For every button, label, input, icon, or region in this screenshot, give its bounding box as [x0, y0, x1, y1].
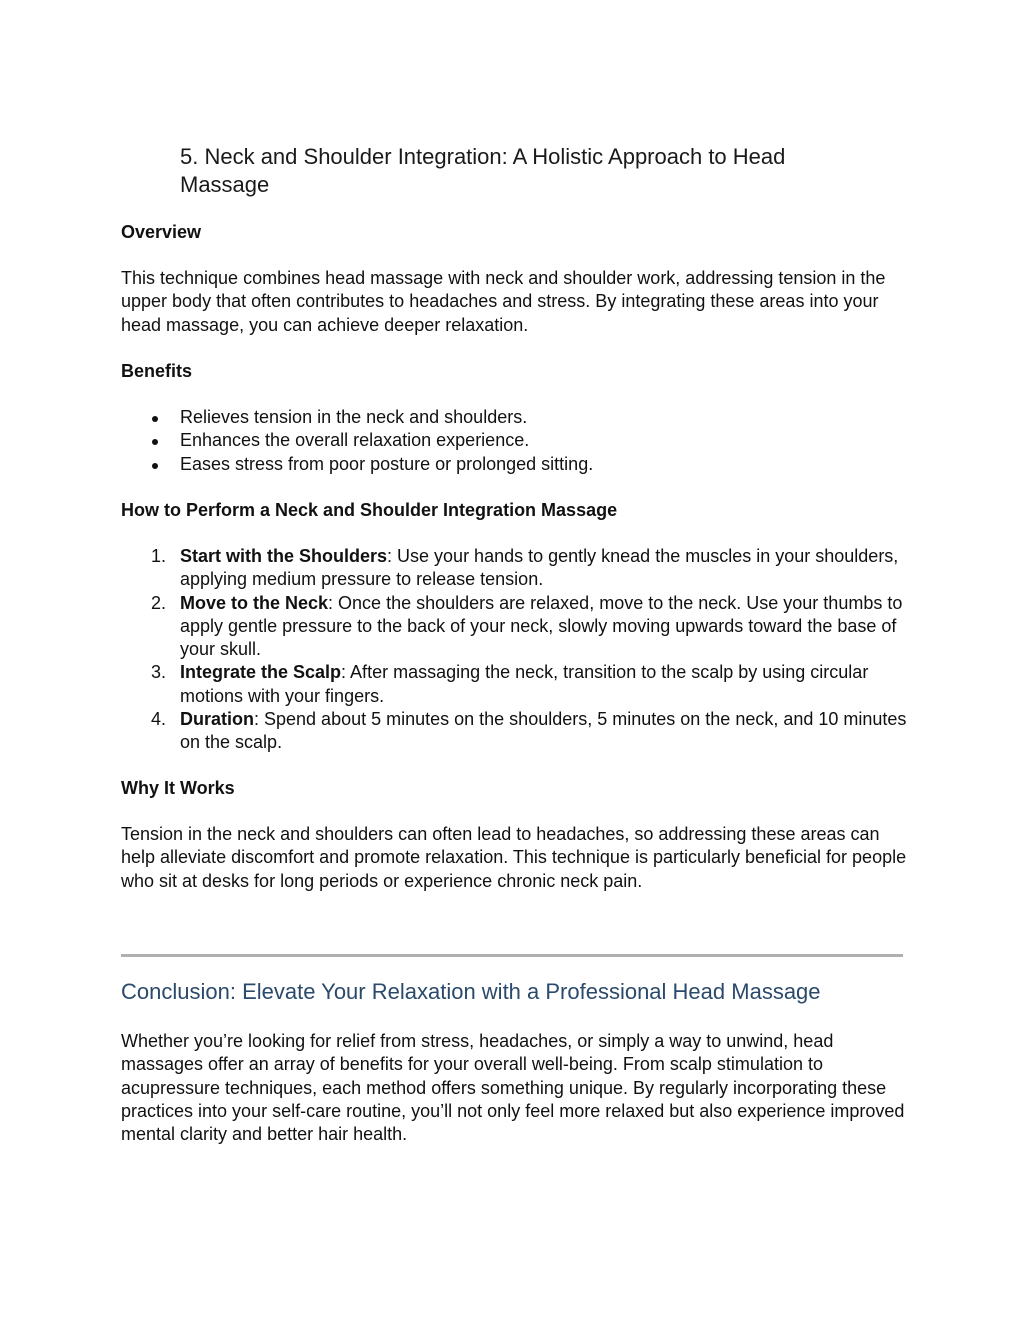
benefits-heading: Benefits [121, 361, 193, 381]
why-heading: Why It Works [121, 778, 235, 798]
step-text: : Use your hands to gently knead the muscles in your shoulders, applying medium pressure to release tension. [180, 546, 899, 590]
step-text: : Spend about 5 minutes on the shoulders, 5 minutes on the neck, and 10 minutes on the scalp. [180, 709, 907, 753]
bullet-icon [152, 416, 158, 422]
conclusion-title: Conclusion: Elevate Your Relaxation with a Professional Head Massage [121, 979, 821, 1004]
step-item [121, 545, 911, 592]
step-text: : Once the shoulders are relaxed, move to the neck. Use your thumbs to apply gentle pressure to the back of your neck, slowly moving upwards toward the base of your skull. [180, 592, 903, 660]
list-item [121, 406, 901, 429]
overview-heading: Overview [121, 222, 202, 242]
why-paragraph: Tension in the neck and shoulders can often lead to headaches, so addressing these areas can help alleviate discomfort and promote relaxation. This technique is particularly beneficial for people who sit at desks for long periods or experience chronic neck pain. [121, 824, 907, 891]
horizontal-divider [121, 954, 903, 957]
step-title: Move to the Neck [180, 592, 329, 613]
section-title: 5. Neck and Shoulder Integration: A Holistic Approach to Head Massage [180, 144, 786, 197]
step-item [121, 708, 911, 755]
step-number: 2. [151, 592, 167, 613]
steps-list [121, 545, 911, 755]
benefit-text: Enhances the overall relaxation experience. [180, 430, 530, 451]
benefit-text: Eases stress from poor posture or prolonged sitting. [180, 453, 594, 474]
step-title: Duration [180, 709, 254, 730]
benefits-list [121, 406, 901, 476]
step-number: 3. [151, 662, 167, 683]
step-text: : After massaging the neck, transition to the scalp by using circular motions with your fingers. [180, 662, 869, 706]
bullet-icon [152, 439, 158, 445]
step-item [121, 661, 911, 708]
step-number: 4. [151, 709, 167, 730]
step-number: 1. [151, 546, 167, 566]
step-title: Integrate the Scalp [180, 662, 342, 683]
bullet-icon [152, 463, 158, 469]
conclusion-paragraph: Whether you’re looking for relief from stress, headaches, or simply a way to unwind, head massages offer an array of benefits for your overall well-being. From scalp stimulation to acupressure techniques, each method offers something unique. By regularly incorporating these practices into your self-care routine, you’ll not only feel more relaxed but also experience improved mental clarity and better hair health. [121, 1031, 905, 1145]
how-to-heading: How to Perform a Neck and Shoulder Integration Massage [121, 500, 618, 520]
list-item [121, 453, 901, 476]
benefit-text: Relieves tension in the neck and shoulders. [180, 407, 528, 427]
step-item [121, 592, 911, 662]
step-title: Start with the Shoulders [180, 546, 388, 566]
overview-paragraph: This technique combines head massage with neck and shoulder work, addressing tension in the upper body that often contributes to headaches and stress. By integrating these areas into your head massage, you can achieve deeper relaxation. [121, 268, 886, 335]
list-item [121, 429, 901, 452]
